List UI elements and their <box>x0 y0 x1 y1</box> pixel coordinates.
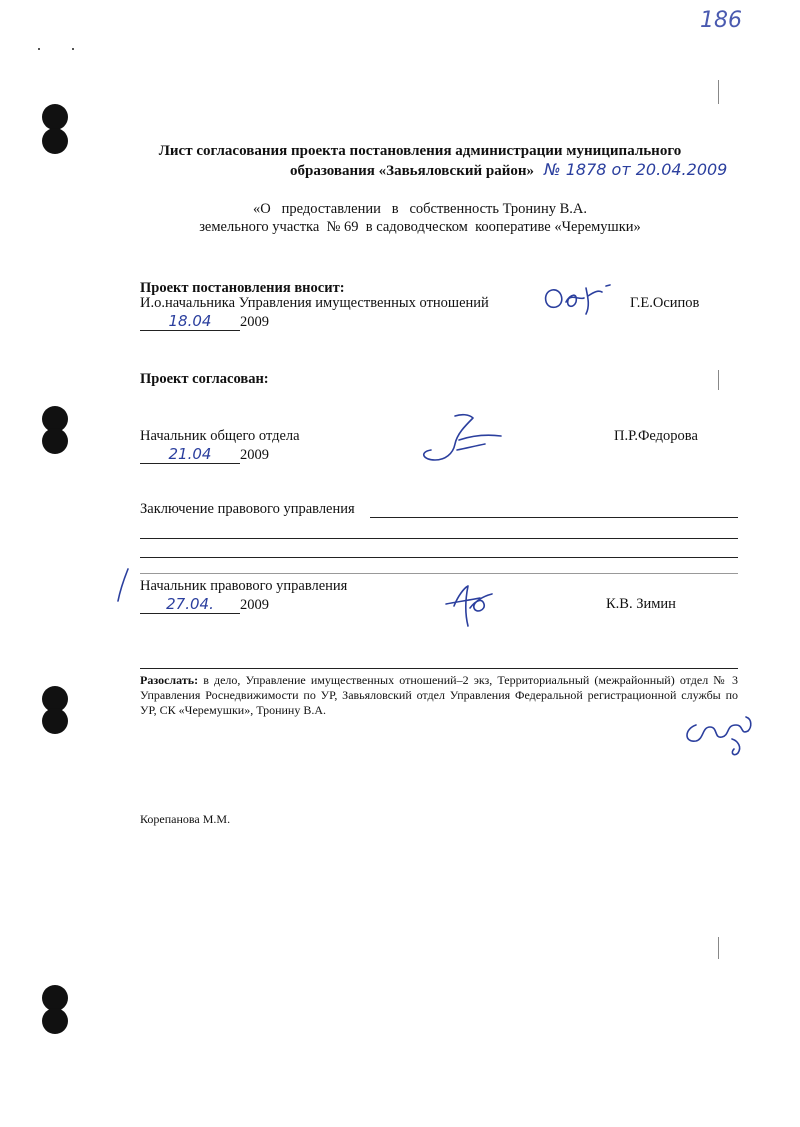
distribute-label: Разослать: <box>140 673 199 687</box>
legal-dept-date-hand: 27.04. <box>140 595 240 614</box>
signature-osipov <box>540 280 625 322</box>
subject-line1: «О предоставлении в собственность Тронину В.А. <box>253 201 587 217</box>
scan-dot <box>72 48 74 50</box>
scan-mark <box>718 370 719 390</box>
conclusion-line <box>140 557 738 558</box>
conclusion-line <box>370 517 738 518</box>
legal-dept-date-row <box>140 595 269 614</box>
document-title-line2: образования «Завьяловский район» <box>290 163 535 179</box>
binder-hole <box>42 1008 68 1034</box>
signature-fedorova <box>415 410 510 466</box>
binder-hole <box>42 104 68 130</box>
document-title-line1: Лист согласования проекта постановления администрации муниципального <box>158 143 682 159</box>
signature-recipient <box>680 705 760 765</box>
submitted-name: Г.Е.Осипов <box>630 295 700 311</box>
legal-conclusion-label: Заключение правового управления <box>140 501 355 517</box>
general-dept-date-hand: 21.04 <box>140 445 240 464</box>
conclusion-line <box>140 538 738 539</box>
handwritten-registration-number: № 1878 от 20.04.2009 <box>544 160 728 179</box>
submitted-date-hand: 18.04 <box>140 312 240 331</box>
legal-dept-year: 2009 <box>240 597 269 613</box>
general-dept-name: П.Р.Федорова <box>614 428 698 444</box>
distribute-top-line <box>140 668 738 669</box>
submitted-position: И.о.начальника Управления имущественных отношений <box>140 295 489 311</box>
binder-hole <box>42 128 68 154</box>
general-dept-date-row <box>140 445 269 464</box>
binder-hole <box>42 708 68 734</box>
conclusion-line <box>140 573 738 574</box>
general-dept-position: Начальник общего отдела <box>140 428 300 444</box>
submitted-heading: Проект постановления вносит: <box>140 280 345 296</box>
page-number: 186 <box>700 8 742 33</box>
signature-zimin <box>440 580 500 632</box>
margin-pen-stroke <box>112 565 132 605</box>
scan-mark <box>718 937 719 959</box>
scan-mark <box>718 80 719 104</box>
document-title-line2-row <box>290 160 727 180</box>
agreed-heading: Проект согласован: <box>140 371 269 387</box>
distribute-paragraph <box>140 673 738 718</box>
binder-hole <box>42 428 68 454</box>
legal-dept-name: К.В. Зимин <box>606 596 676 612</box>
author-name: Корепанова М.М. <box>140 812 231 826</box>
general-dept-year: 2009 <box>240 447 269 463</box>
submitted-date-row <box>140 312 269 331</box>
scan-dot <box>38 48 40 50</box>
distribute-text: в дело, Управление имущественных отношений–2 экз, Территориальный (межрайонный) отдел № 3 Управления Роснедвижимости по УР, Завьяловский отдел Управления Федеральной регистрационной службы по УР, СК «Черемушки», Тронину В.А. <box>140 673 738 717</box>
legal-dept-position: Начальник правового управления <box>140 578 348 594</box>
submitted-year: 2009 <box>240 314 269 330</box>
subject-line2: земельного участка № 69 в садоводческом кооперативе «Черемушки» <box>199 219 641 235</box>
